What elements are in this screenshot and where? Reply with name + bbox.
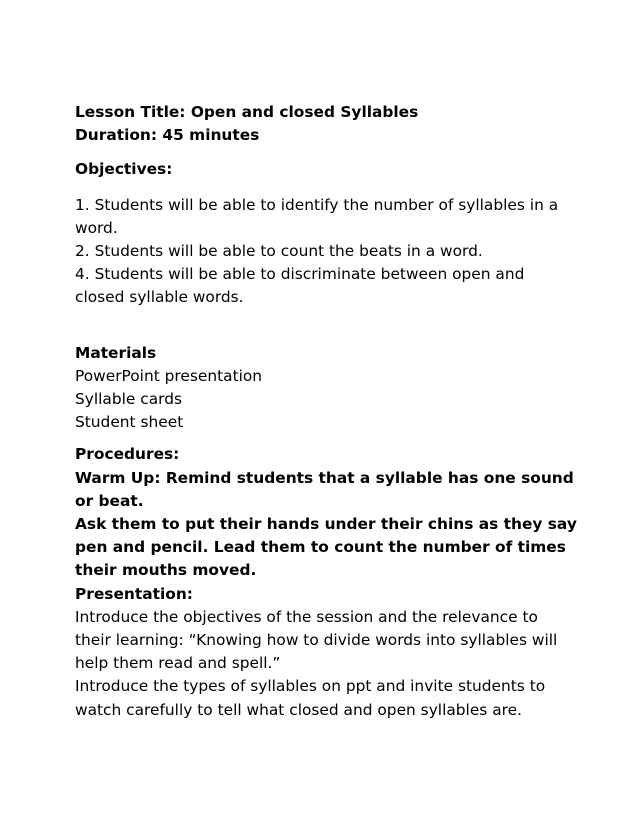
warm-up-section xyxy=(75,467,598,583)
warm-up-line: Warm Up: Remind students that a syllable has one sound xyxy=(75,468,574,487)
presentation-line: Introduce the types of syllables on ppt and invite students to xyxy=(75,677,546,696)
material-item: Syllable cards xyxy=(75,390,183,409)
materials-heading: Materials xyxy=(75,343,157,362)
lesson-duration: Duration: 45 minutes xyxy=(75,126,260,145)
warm-up-line: or beat. xyxy=(75,491,144,510)
presentation-line: their learning: “Knowing how to divide words into syllables will xyxy=(75,631,558,650)
objective-line: closed syllable words. xyxy=(75,288,244,307)
procedures-heading: Procedures: xyxy=(75,445,180,464)
material-item: Student sheet xyxy=(75,413,184,432)
warm-up-line: Ask them to put their hands under their chins as they say xyxy=(75,515,577,534)
presentation-line: watch carefully to tell what closed and open syllables are. xyxy=(75,700,522,719)
presentation-line: help them read and spell.” xyxy=(75,654,281,673)
objective-line: 4. Students will be able to discriminate between open and xyxy=(75,265,525,284)
objectives-heading: Objectives: xyxy=(75,160,173,179)
objective-line: 1. Students will be able to identify the number of syllables in a xyxy=(75,195,559,214)
warm-up-line: pen and pencil. Lead them to count the number of times xyxy=(75,538,566,557)
objectives-list xyxy=(75,194,598,310)
presentation-section xyxy=(75,606,598,722)
presentation-line: Introduce the objectives of the session and the relevance to xyxy=(75,607,538,626)
material-item: PowerPoint presentation xyxy=(75,366,263,385)
presentation-heading: Presentation: xyxy=(75,584,193,603)
lesson-title: Lesson Title: Open and closed Syllables xyxy=(75,103,419,121)
objective-line: word. xyxy=(75,218,118,237)
objective-line: 2. Students will be able to count the beats in a word. xyxy=(75,242,483,261)
warm-up-line: their mouths moved. xyxy=(75,561,257,580)
materials-list xyxy=(75,365,598,435)
